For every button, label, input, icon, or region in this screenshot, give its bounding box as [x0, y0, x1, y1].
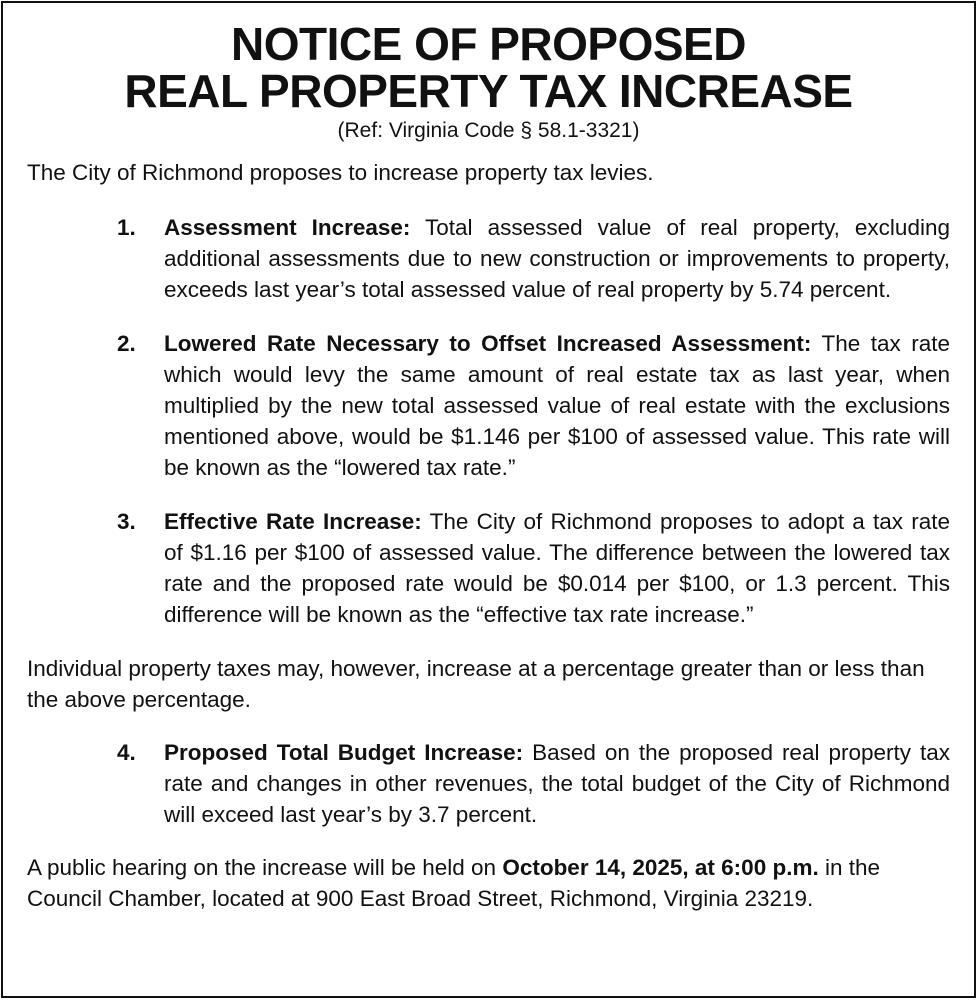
item-body: Total assessed value of real property, excluding additional assessments due to new construction or improvements to property, exceeds last year’s total assessed value of real property by 5.74 percent. — [164, 215, 950, 302]
item-body: Based on the proposed real property tax rate and changes in other revenues, the total budget of the City of Richmond will exceed last year’s by 3.7 percent. — [164, 740, 950, 827]
item-number: 3. — [117, 509, 136, 534]
list-item-effective-rate — [27, 506, 950, 630]
hearing-text-before: A public hearing on the increase will be held on — [27, 855, 503, 880]
code-reference: (Ref: Virginia Code § 58.1-3321) — [337, 119, 640, 142]
list-item-assessment-increase — [27, 212, 950, 305]
list-item-lowered-rate — [27, 328, 950, 483]
intro-paragraph: The City of Richmond proposes to increase property tax levies. — [27, 160, 654, 185]
tax-increase-notice — [1, 1, 976, 998]
notice-title — [27, 18, 950, 117]
item-heading: Lowered Rate Necessary to Offset Increased Assessment: — [164, 331, 812, 356]
title-line-1: NOTICE OF PROPOSED — [231, 18, 746, 70]
public-hearing-paragraph — [27, 852, 950, 914]
hearing-date-time: October 14, 2025, at 6:00 p.m. — [502, 855, 819, 880]
item-heading: Effective Rate Increase: — [164, 509, 422, 534]
item-body: The tax rate which would levy the same amount of real estate tax as last year, when multiplied by the new total assessed value of real estate with the exclusions mentioned above, would be $1.146 per $100 of assessed value. This rate will be known as the “lowered tax rate.” — [164, 331, 950, 480]
hearing-text-after: in the Council Chamber, located at 900 East Broad Street, Richmond, Virginia 23219. — [27, 855, 881, 911]
item-number: 4. — [117, 740, 136, 765]
item-heading: Proposed Total Budget Increase: — [164, 740, 524, 765]
item-number: 1. — [117, 215, 136, 240]
individual-taxes-paragraph: Individual property taxes may, however, increase at a percentage greater than or less than the above percentage. — [27, 656, 925, 712]
title-line-2: REAL PROPERTY TAX INCREASE — [124, 65, 853, 117]
item-number: 2. — [117, 331, 136, 356]
item-body: The City of Richmond proposes to adopt a tax rate of $1.16 per $100 of assessed value. The difference between the lowered tax rate and the proposed rate would be $0.014 per $100, or 1.3 percent. This difference will be known as the “effective tax rate increase.” — [164, 509, 950, 627]
list-item-budget-increase — [27, 737, 950, 830]
item-heading: Assessment Increase: — [164, 215, 411, 240]
